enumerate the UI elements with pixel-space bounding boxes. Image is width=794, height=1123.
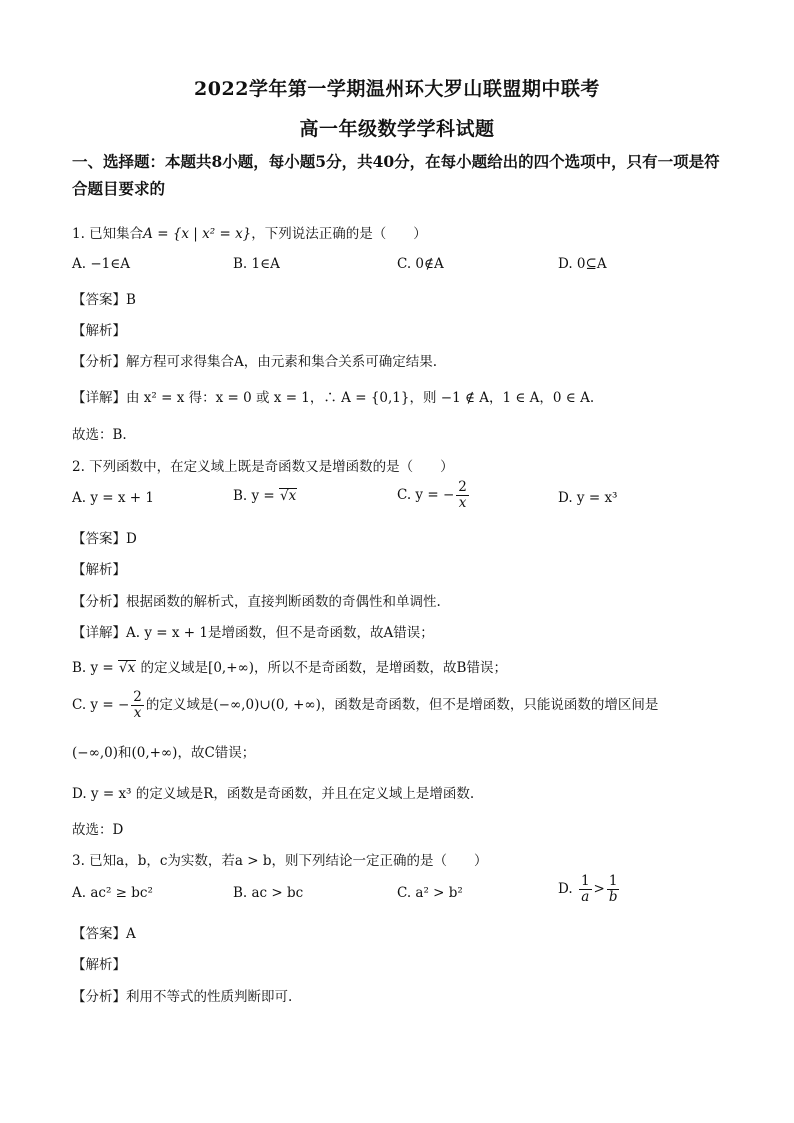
q3-option-b: B. ac > bc: [233, 885, 304, 901]
q2-detail-d: D. y = x³ 的定义域是R，函数是奇函数，并且在定义域上是增函数.: [72, 786, 475, 802]
q3-option-a: A. ac² ≥ bc²: [72, 885, 153, 901]
q2-detail-b-suffix: 的定义域是[0,+∞)，所以不是奇函数，是增函数，故B错误；: [136, 660, 507, 676]
q2-option-c-prefix: C. y = −: [397, 487, 455, 503]
fraction: [131, 690, 144, 721]
q3-option-d: [558, 874, 621, 905]
q2-analysis-label: 【解析】: [72, 562, 126, 578]
q2-detail-c2: (−∞,0)和(0,+∞)，故C错误；: [72, 745, 256, 761]
q2-detail-c-prefix: C. y = −: [72, 697, 130, 713]
q3-option-d-den2: b: [608, 889, 618, 905]
fraction: [456, 480, 469, 511]
q2-option-c-denominator: x: [458, 495, 467, 511]
q1-analysis-label: 【解析】: [72, 323, 126, 339]
q1-option-d: D. 0⊆A: [558, 256, 607, 272]
q1-stem-math: A = {x | x² = x}: [143, 226, 252, 242]
q3-stem: 3. 已知a，b，c为实数，若a > b，则下列结论一定正确的是（ ）: [72, 853, 488, 869]
q1-stem: [72, 222, 427, 242]
sqrt-symbol: √x: [119, 660, 136, 676]
q2-conclusion: 故选：D: [72, 822, 124, 838]
q2-detail-b-radicand: x: [127, 660, 136, 676]
q3-analysis: 【分析】利用不等式的性质判断即可.: [72, 989, 293, 1005]
q2-detail-b: [72, 656, 507, 676]
q2-option-b-radicand: x: [288, 488, 297, 504]
q3-answer: 【答案】A: [72, 926, 136, 942]
q3-option-d-den1: a: [581, 889, 590, 905]
q2-option-b-prefix: B. y =: [233, 488, 280, 504]
q2-analysis: 【分析】根据函数的解析式，直接判断函数的奇偶性和单调性.: [72, 594, 441, 610]
q3-option-c: C. a² > b²: [397, 885, 463, 901]
q2-detail-c: [72, 690, 658, 721]
q1-option-a: A. −1∈A: [72, 256, 130, 272]
q2-option-a: A. y = x + 1: [72, 490, 154, 506]
q3-option-d-gt: >: [593, 881, 605, 897]
q2-stem: 2. 下列函数中，在定义域上既是奇函数又是增函数的是（ ）: [72, 459, 454, 475]
q3-option-d-num2: 1: [608, 873, 618, 889]
q2-detail-b-prefix: B. y =: [72, 660, 119, 676]
q2-detail-c-numerator: 2: [133, 689, 142, 705]
q1-option-c: C. 0∉A: [397, 256, 444, 272]
q2-option-b: [233, 488, 297, 504]
q3-analysis-label: 【解析】: [72, 957, 126, 973]
q1-conclusion: 故选：B.: [72, 427, 127, 443]
exam-title: 2022学年第一学期温州环大罗山联盟期中联考: [194, 78, 600, 100]
q3-option-d-num1: 1: [580, 873, 590, 889]
q2-answer: 【答案】D: [72, 531, 137, 547]
q2-option-d: D. y = x³: [558, 490, 618, 506]
q1-stem-text-b: ，下列说法正确的是（ ）: [251, 226, 427, 242]
q2-detail-c-denominator: x: [133, 705, 142, 721]
q1-stem-text-a: 1. 已知集合: [72, 226, 144, 242]
q1-analysis: 【分析】解方程可求得集合A，由元素和集合关系可确定结果.: [72, 354, 438, 370]
q1-answer: 【答案】B: [72, 292, 136, 308]
fraction: [579, 874, 592, 905]
q2-option-c-numerator: 2: [458, 479, 467, 495]
q1-detail: 【详解】由 x² = x 得：x = 0 或 x = 1，∴ A = {0,1}，则 −1 ∉ A，1 ∈ A，0 ∈ A.: [72, 390, 595, 406]
q3-option-d-prefix: D.: [558, 881, 573, 897]
fraction: [607, 874, 620, 905]
q2-detail-c-suffix: 的定义域是(−∞,0)∪(0, +∞)，函数是奇函数，但不是增函数，只能说函数的增区间是: [145, 697, 659, 713]
q2-detail-a: 【详解】A. y = x + 1是增函数，但不是奇函数，故A错误；: [72, 625, 434, 641]
exam-subtitle: 高一年级数学学科试题: [299, 118, 495, 140]
sqrt-symbol: √x: [280, 488, 297, 504]
section-heading: 一、选择题：本题共8小题，每小题5分，共40分，在每小题给出的四个选项中，只有一项是符合题目要求的: [72, 152, 720, 198]
q2-option-c: [397, 480, 471, 511]
q1-option-b: B. 1∈A: [233, 256, 280, 272]
